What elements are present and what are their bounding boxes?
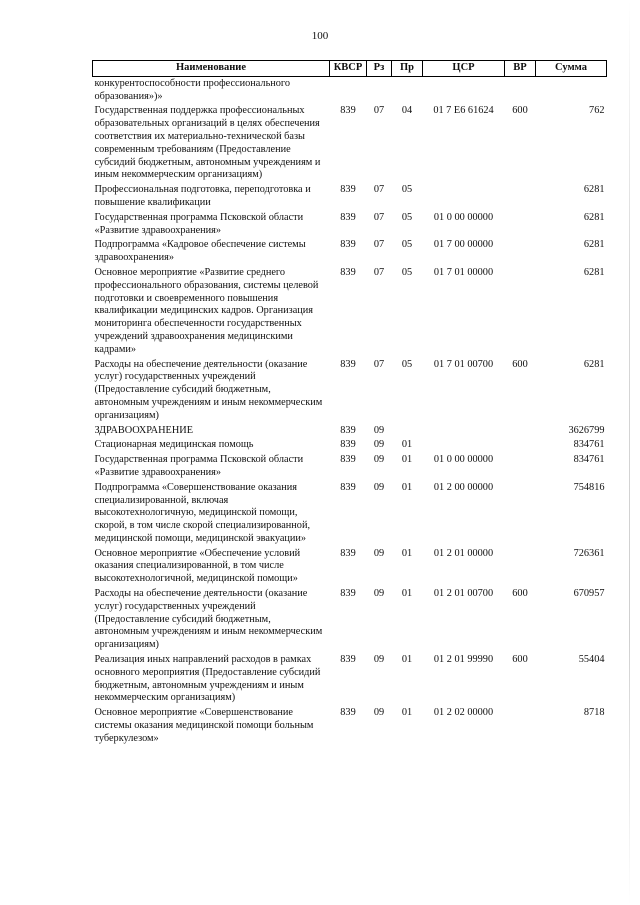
cell-rz <box>367 76 392 105</box>
cell-vr <box>505 482 536 548</box>
budget-table <box>92 60 607 748</box>
cell-pr: 01 <box>401 707 413 719</box>
cell-vr <box>505 76 536 105</box>
cell-pr: 01 <box>401 454 413 466</box>
cell-pr: 01 <box>401 439 413 451</box>
cell-sum: 55404 <box>578 654 605 666</box>
cell-kvsr: 839 <box>340 439 356 451</box>
cell-name: Расходы на обеспечение деятельности (оказание услуг) государственных учреждений (Предоставление субсидий бюджетным, автономным учреждениям и иным некоммерческим организациям) <box>94 358 323 421</box>
cell-rz: 07 <box>373 239 385 251</box>
cell-csr: 01 7 01 00000 <box>433 266 494 278</box>
header-rz: Рз <box>367 61 392 77</box>
cell-name: Реализация иных направлений расходов в рамках основного мероприятия (Предоставление субсидий бюджетным, автономным учреждениям и иным некоммерческим организациям) <box>94 654 321 704</box>
cell-kvsr: 839 <box>340 424 356 436</box>
cell-csr: 01 2 01 00000 <box>433 547 494 559</box>
cell-sum: 834761 <box>573 454 605 466</box>
cell-pr: 05 <box>401 266 413 278</box>
cell-rz: 09 <box>373 588 385 600</box>
cell-vr <box>505 267 536 359</box>
cell-csr <box>423 76 505 105</box>
table-row <box>93 76 607 105</box>
cell-kvsr: 839 <box>340 184 356 196</box>
cell-name: Государственная поддержка профессиональных образовательных организаций в целях обеспечения соответствия их материально-технической базы современным требованиям (Предоставление субсидий бюджетным, автономным учреждениям и иным некоммерческим организациям) <box>94 105 321 181</box>
cell-kvsr: 839 <box>340 266 356 278</box>
cell-kvsr: 839 <box>340 707 356 719</box>
table-row <box>93 588 607 654</box>
table-row <box>93 359 607 425</box>
header-pr: Пр <box>392 61 423 77</box>
cell-rz: 07 <box>373 211 385 223</box>
table-row <box>93 425 607 440</box>
cell-csr <box>423 425 505 440</box>
cell-rz: 09 <box>373 439 385 451</box>
cell-pr <box>392 425 423 440</box>
table-row <box>93 654 607 707</box>
table-row <box>93 267 607 359</box>
cell-kvsr <box>330 76 367 105</box>
cell-pr: 05 <box>401 184 413 196</box>
cell-kvsr: 839 <box>340 105 356 117</box>
cell-csr: 01 2 01 99990 <box>433 654 494 666</box>
cell-vr <box>505 184 536 212</box>
table-row <box>93 439 607 454</box>
cell-csr: 01 7 Е6 61624 <box>433 105 494 117</box>
cell-name: Профессиональная подготовка, переподготовка и повышение квалификации <box>94 184 311 208</box>
cell-csr: 01 0 00 00000 <box>433 211 494 223</box>
cell-kvsr: 839 <box>340 239 356 251</box>
cell-csr: 01 0 00 00000 <box>433 454 494 466</box>
cell-name: Основное мероприятие «Совершенствование системы оказания медицинской помощи больным туберкулезом» <box>94 707 314 744</box>
cell-csr <box>423 439 505 454</box>
cell-sum: 670957 <box>573 588 605 600</box>
cell-vr: 600 <box>512 358 528 370</box>
cell-pr: 05 <box>401 211 413 223</box>
cell-name: Расходы на обеспечение деятельности (оказание услуг) государственных учреждений (Предоставление субсидий бюджетным, автономным учреждениям и иным некоммерческим организациям) <box>94 588 323 651</box>
header-name: Наименование <box>93 61 330 77</box>
cell-vr: 600 <box>512 588 528 600</box>
cell-rz: 09 <box>373 424 385 436</box>
cell-pr: 01 <box>401 481 413 493</box>
cell-rz: 09 <box>373 654 385 666</box>
table-row <box>93 239 607 267</box>
cell-rz: 07 <box>373 184 385 196</box>
cell-name: ЗДРАВООХРАНЕНИЕ <box>94 424 194 436</box>
cell-pr: 04 <box>401 105 413 117</box>
cell-vr <box>505 239 536 267</box>
cell-vr <box>505 439 536 454</box>
cell-pr: 05 <box>401 239 413 251</box>
header-vr: ВР <box>505 61 536 77</box>
cell-name: Стационарная медицинская помощь <box>94 439 254 451</box>
cell-rz: 09 <box>373 707 385 719</box>
cell-vr <box>505 548 536 588</box>
cell-sum: 6281 <box>583 211 605 223</box>
cell-sum: 762 <box>589 105 605 117</box>
cell-sum: 754816 <box>573 481 605 493</box>
cell-rz: 09 <box>373 547 385 559</box>
cell-rz: 09 <box>373 454 385 466</box>
cell-name: Государственная программа Псковской области «Развитие здравоохранения» <box>94 211 304 236</box>
table-row <box>93 105 607 184</box>
cell-name: конкурентоспособности профессионального образования»)» <box>94 77 291 102</box>
cell-rz: 07 <box>373 105 385 117</box>
cell-kvsr: 839 <box>340 358 356 370</box>
cell-vr: 600 <box>512 105 528 117</box>
cell-rz: 07 <box>373 266 385 278</box>
cell-kvsr: 839 <box>340 481 356 493</box>
cell-csr: 01 2 02 00000 <box>433 707 494 719</box>
header-sum: Сумма <box>536 61 607 77</box>
cell-sum: 8718 <box>583 707 605 719</box>
cell-vr: 600 <box>512 654 528 666</box>
cell-name: Государственная программа Псковской области «Развитие здравоохранения» <box>94 454 304 478</box>
cell-pr: 01 <box>401 588 413 600</box>
cell-name: Основное мероприятие «Развитие среднего профессионального образования, системы целевой подготовки и своевременного повышения квалификации медицинских кадров. Организация мониторинга обеспеченности государственных учреждений здравоохранения медицинскими кадрами» <box>94 266 319 355</box>
cell-name: Подпрограмма «Кадровое обеспечение системы здравоохранения» <box>94 239 306 264</box>
cell-sum: 6281 <box>583 358 605 370</box>
table-row <box>93 212 607 240</box>
cell-kvsr: 839 <box>340 654 356 666</box>
table-header-row <box>93 61 607 77</box>
cell-vr <box>505 454 536 482</box>
cell-csr: 01 7 01 00700 <box>433 358 494 370</box>
cell-sum: 726361 <box>573 547 605 559</box>
cell-vr <box>505 425 536 440</box>
cell-pr <box>392 76 423 105</box>
cell-kvsr: 839 <box>340 547 356 559</box>
cell-sum: 6281 <box>583 184 605 196</box>
cell-csr: 01 2 01 00700 <box>433 588 494 600</box>
cell-kvsr: 839 <box>340 211 356 223</box>
table-row <box>93 482 607 548</box>
table-row <box>93 548 607 588</box>
page-number: 100 <box>311 30 329 42</box>
cell-csr: 01 2 00 00000 <box>433 481 494 493</box>
cell-vr <box>505 707 536 747</box>
header-csr: ЦСР <box>423 61 505 77</box>
cell-kvsr: 839 <box>340 454 356 466</box>
cell-sum: 6281 <box>583 266 605 278</box>
table-row <box>93 454 607 482</box>
cell-kvsr: 839 <box>340 588 356 600</box>
cell-sum: 834761 <box>573 439 605 451</box>
cell-vr <box>505 212 536 240</box>
cell-name: Основное мероприятие «Обеспечение условий оказания специализированной, в том числе высокотехнологичной, медицинской помощи» <box>94 547 301 585</box>
table-body <box>93 76 607 747</box>
cell-rz: 07 <box>373 358 385 370</box>
cell-rz: 09 <box>373 481 385 493</box>
scan-edge-shadow <box>629 0 630 905</box>
cell-pr: 01 <box>401 547 413 559</box>
header-kvsr: КВСР <box>330 61 367 77</box>
table-row <box>93 184 607 212</box>
cell-sum: 6281 <box>583 239 605 251</box>
cell-pr: 01 <box>401 654 413 666</box>
cell-csr <box>423 184 505 212</box>
cell-sum: 3626799 <box>568 424 605 436</box>
cell-name: Подпрограмма «Совершенствование оказания специализированной, включая высокотехнологичную, медицинской помощи, скорой, в том числе скорой специализированной, медицинской помощи, медицинской эвакуации» <box>94 481 311 544</box>
cell-pr: 05 <box>401 358 413 370</box>
table-row <box>93 707 607 747</box>
cell-sum <box>536 76 607 105</box>
cell-csr: 01 7 00 00000 <box>433 239 494 251</box>
